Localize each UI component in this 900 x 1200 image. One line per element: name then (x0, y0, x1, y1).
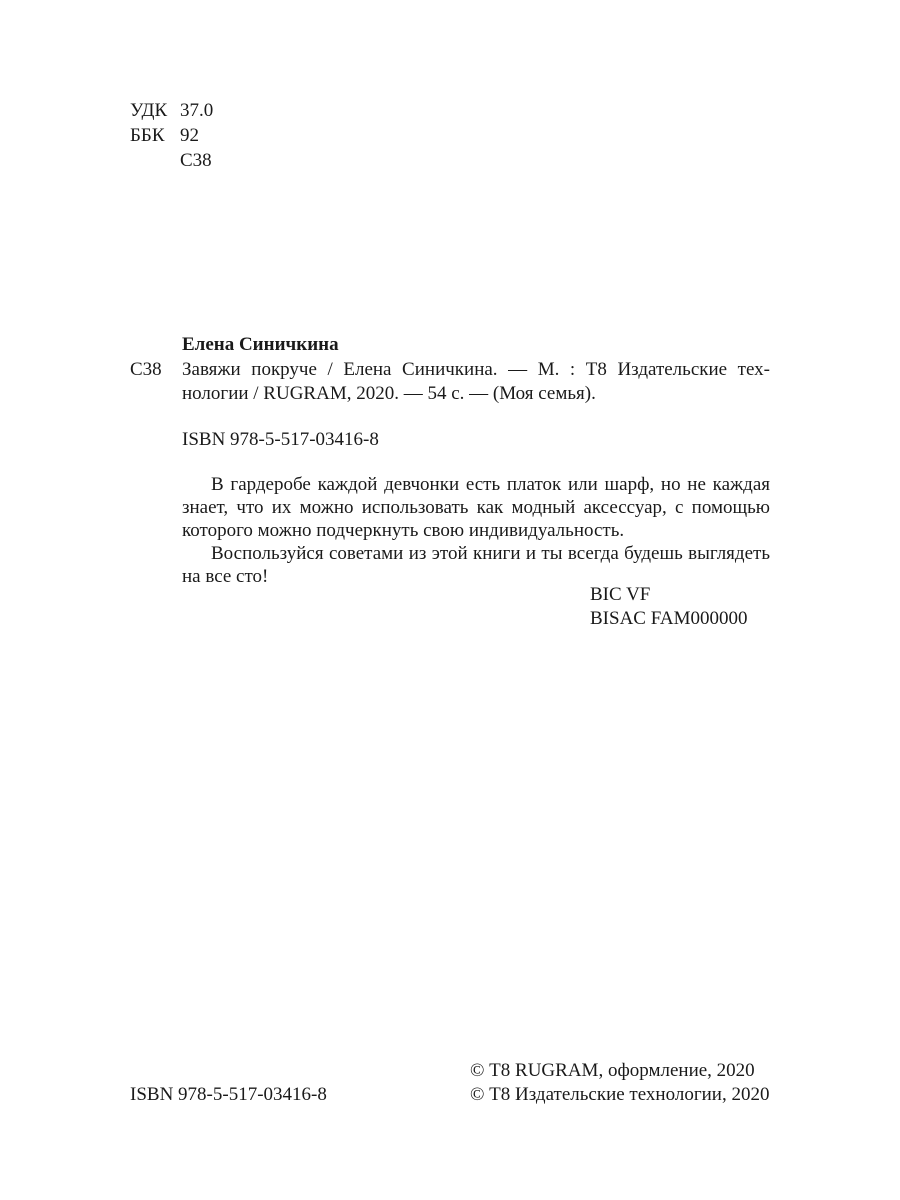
udk-line (130, 99, 213, 122)
isbn-footer: ISBN 978-5-517-03416-8 (130, 1084, 327, 1105)
bisac-code: BISAC FAM000000 (590, 608, 748, 629)
bic-code: BIC VF (590, 584, 651, 605)
description-line-2: нологии / RUGRAM, 2020. — 54 с. — (Моя семья). (182, 383, 596, 404)
annotation-line-4: Воспользуйся советами из этой книги и ты всегда будешь выглядеть (211, 543, 770, 564)
annotation-line-3: которого можно подчеркнуть свою индивидуальность. (182, 520, 625, 541)
udk-value: 37.0 (180, 100, 214, 121)
annotation-line-2: знает, что их можно использовать как модный аксессуар, с помощью (182, 497, 770, 518)
bbk-label: ББК (130, 125, 165, 146)
bbk-line (130, 124, 199, 147)
annotation-line-1: В гардеробе каждой девчонки есть платок или шарф, но не каждая (211, 474, 770, 495)
isbn-main: ISBN 978-5-517-03416-8 (182, 429, 379, 450)
author-heading: Елена Синичкина (182, 334, 339, 355)
description-line-1: Завяжи покруче / Елена Синичкина. — М. : Т8 Издательские тех- (182, 359, 770, 380)
annotation-line-5: на все сто! (182, 566, 269, 587)
author-sign: С38 (130, 359, 162, 380)
udk-label: УДК (130, 100, 168, 121)
copyright-publisher: © Т8 Издательские технологии, 2020 (470, 1084, 770, 1105)
copyright-design: © Т8 RUGRAM, оформление, 2020 (470, 1060, 755, 1081)
author-sign-top: С38 (180, 150, 212, 171)
bbk-value: 92 (180, 125, 199, 146)
